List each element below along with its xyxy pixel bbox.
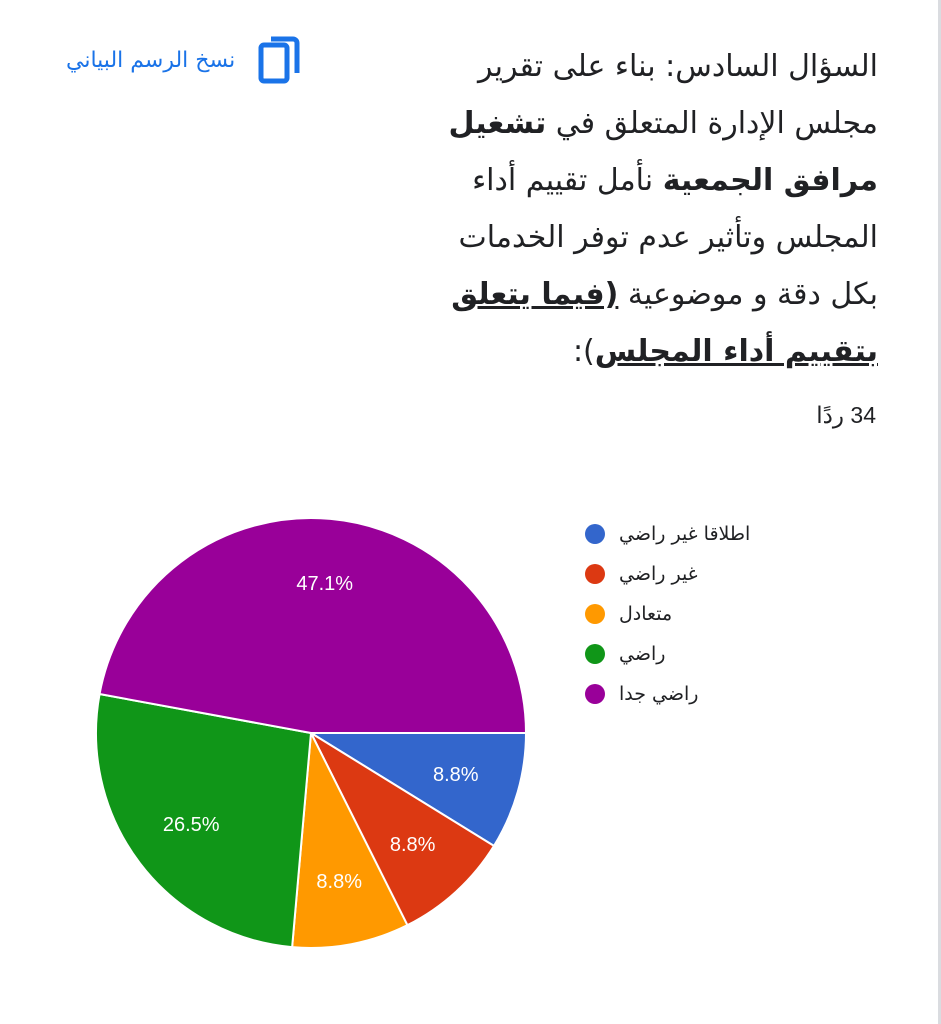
question-line-3 (418, 152, 878, 209)
legend-item[interactable] (585, 554, 750, 594)
legend-color-dot (585, 644, 605, 664)
question-line-3-normal: نأمل تقييم أداء (472, 163, 663, 198)
copy-chart-button[interactable] (66, 36, 301, 84)
pie-slice[interactable] (100, 518, 526, 733)
chart-legend (585, 514, 750, 714)
legend-label: راضي جدا (619, 683, 699, 705)
question-line-2 (418, 95, 878, 152)
legend-label: اطلاقا غير راضي (619, 523, 751, 545)
legend-color-dot (585, 604, 605, 624)
legend-color-dot (585, 684, 605, 704)
question-line-6 (418, 323, 878, 380)
question-text (418, 38, 878, 380)
question-line-3-bold: مرافق الجمعية (662, 163, 878, 198)
copy-chart-label: نسخ الرسم البياني (66, 47, 236, 73)
slice-label: 8.8% (316, 870, 362, 893)
slice-label: 8.8% (389, 833, 436, 856)
slice-label: 8.8% (432, 764, 479, 787)
legend-label: متعادل (619, 603, 673, 625)
legend-label: غير راضي (619, 563, 698, 585)
question-line-4: المجلس وتأثير عدم توفر الخدمات (458, 220, 878, 255)
legend-color-dot (585, 564, 605, 584)
question-line-5-normal: بكل دقة و موضوعية (618, 277, 878, 312)
question-line-5 (418, 266, 878, 323)
pie-chart (0, 470, 941, 990)
legend-item[interactable] (585, 634, 750, 674)
response-count: 34 ردًا (816, 402, 876, 428)
question-line-2-normal: مجلس الإدارة المتعلق في (546, 106, 878, 141)
slice-label: 47.1% (296, 573, 354, 596)
legend-label: راضي (619, 643, 666, 665)
question-line-6-normal: ): (572, 334, 595, 369)
question-line-2-bold: تشغيل (448, 106, 547, 141)
question-line-1: السؤال السادس: بناء على تقرير (478, 49, 878, 84)
legend-item[interactable] (585, 514, 750, 554)
legend-color-dot (585, 524, 605, 544)
question-line-6-bold: بتقييم أداء المجلس (594, 334, 878, 369)
slice-label: 26.5% (162, 814, 220, 837)
copy-icon (257, 35, 301, 85)
question-line-5-bold: (فيما يتعلق (451, 277, 619, 312)
legend-item[interactable] (585, 674, 750, 714)
legend-item[interactable] (585, 594, 750, 634)
